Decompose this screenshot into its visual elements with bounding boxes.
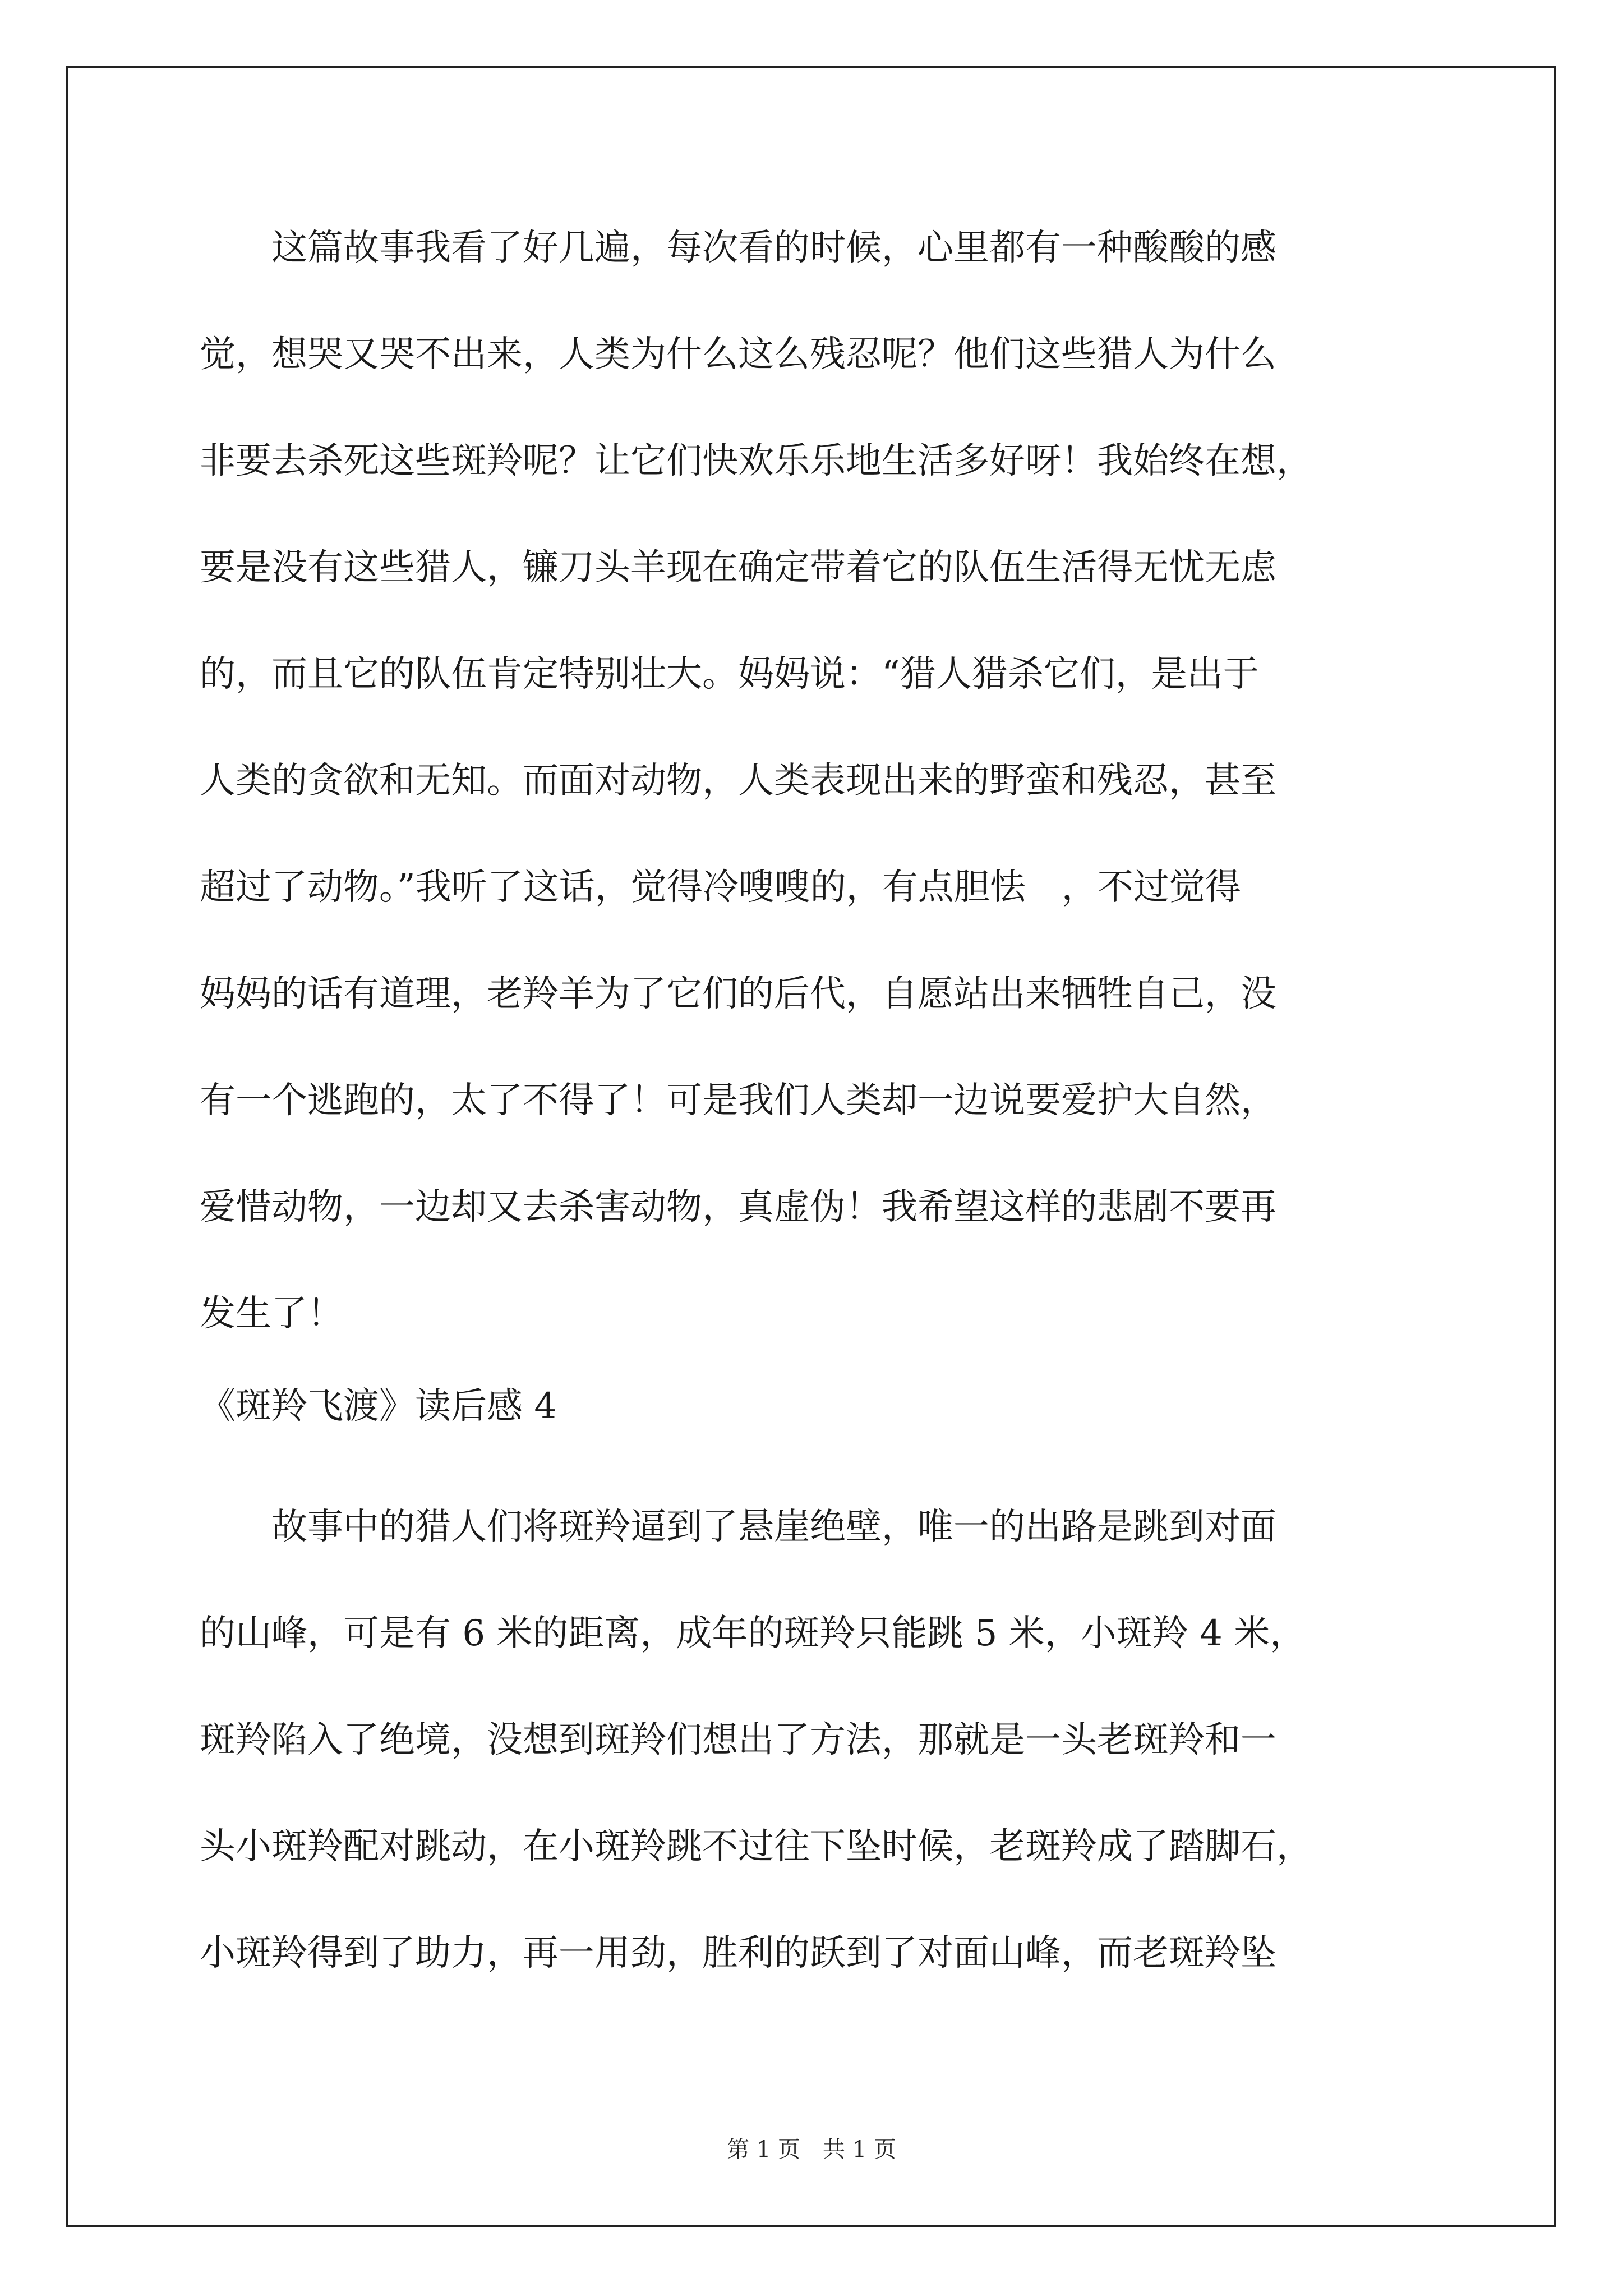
text-line: 的，而且它的队伍肯定特别壮大。妈妈说：“猎人猎杀它们，是出于 xyxy=(200,654,1259,695)
page-border xyxy=(66,66,1556,2227)
text-line: 斑羚陷入了绝境，没想到斑羚们想出了方法，那就是一头老斑羚和一 xyxy=(200,1719,1276,1761)
text-line: 人类的贪欲和无知。而面对动物，人类表现出来的野蛮和残忍，甚至 xyxy=(200,760,1276,802)
text-line: 小斑羚得到了助力，再一用劲，胜利的跃到了对面山峰，而老斑羚坠 xyxy=(200,1932,1276,1974)
text-line: 爱惜动物，一边却又去杀害动物，真虚伪！我希望这样的悲剧不要再 xyxy=(200,1186,1276,1228)
text-line: 妈妈的话有道理，老羚羊为了它们的后代，自愿站出来牺牲自己，没 xyxy=(200,973,1276,1015)
text-line: 有一个逃跑的，太了不得了！可是我们人类却一边说要爱护大自然， xyxy=(200,1080,1276,1121)
text-line: 非要去杀死这些斑羚呢？让它们快欢乐乐地生活多好呀！我始终在想， xyxy=(200,440,1312,482)
text-line: 超过了动物。”我听了这话，觉得冷嗖嗖的，有点胆怯 ，不过觉得 xyxy=(200,867,1241,908)
text-line: 头小斑羚配对跳动，在小斑羚跳不过往下坠时候，老斑羚成了踏脚石， xyxy=(200,1826,1312,1867)
text-line: 要是没有这些猎人，镰刀头羊现在确定带着它的队伍生活得无忧无虑 xyxy=(200,547,1276,588)
section-heading: 《斑羚飞渡》读后感 4 xyxy=(200,1386,557,1427)
text-line: 觉，想哭又哭不出来，人类为什么这么残忍呢？他们这些猎人为什么 xyxy=(200,334,1276,375)
text-line: 的山峰，可是有 6 米的距离，成年的斑羚只能跳 5 米，小斑羚 4 米， xyxy=(200,1613,1306,1654)
text-line: 这篇故事我看了好几遍，每次看的时候，心里都有一种酸酸的感 xyxy=(200,227,1276,269)
page-footer: 第 1 页 共 1 页 xyxy=(727,2137,896,2162)
text-line: 发生了！ xyxy=(200,1293,343,1335)
text-line: 故事中的猎人们将斑羚逼到了悬崖绝壁，唯一的出路是跳到对面 xyxy=(200,1506,1276,1548)
